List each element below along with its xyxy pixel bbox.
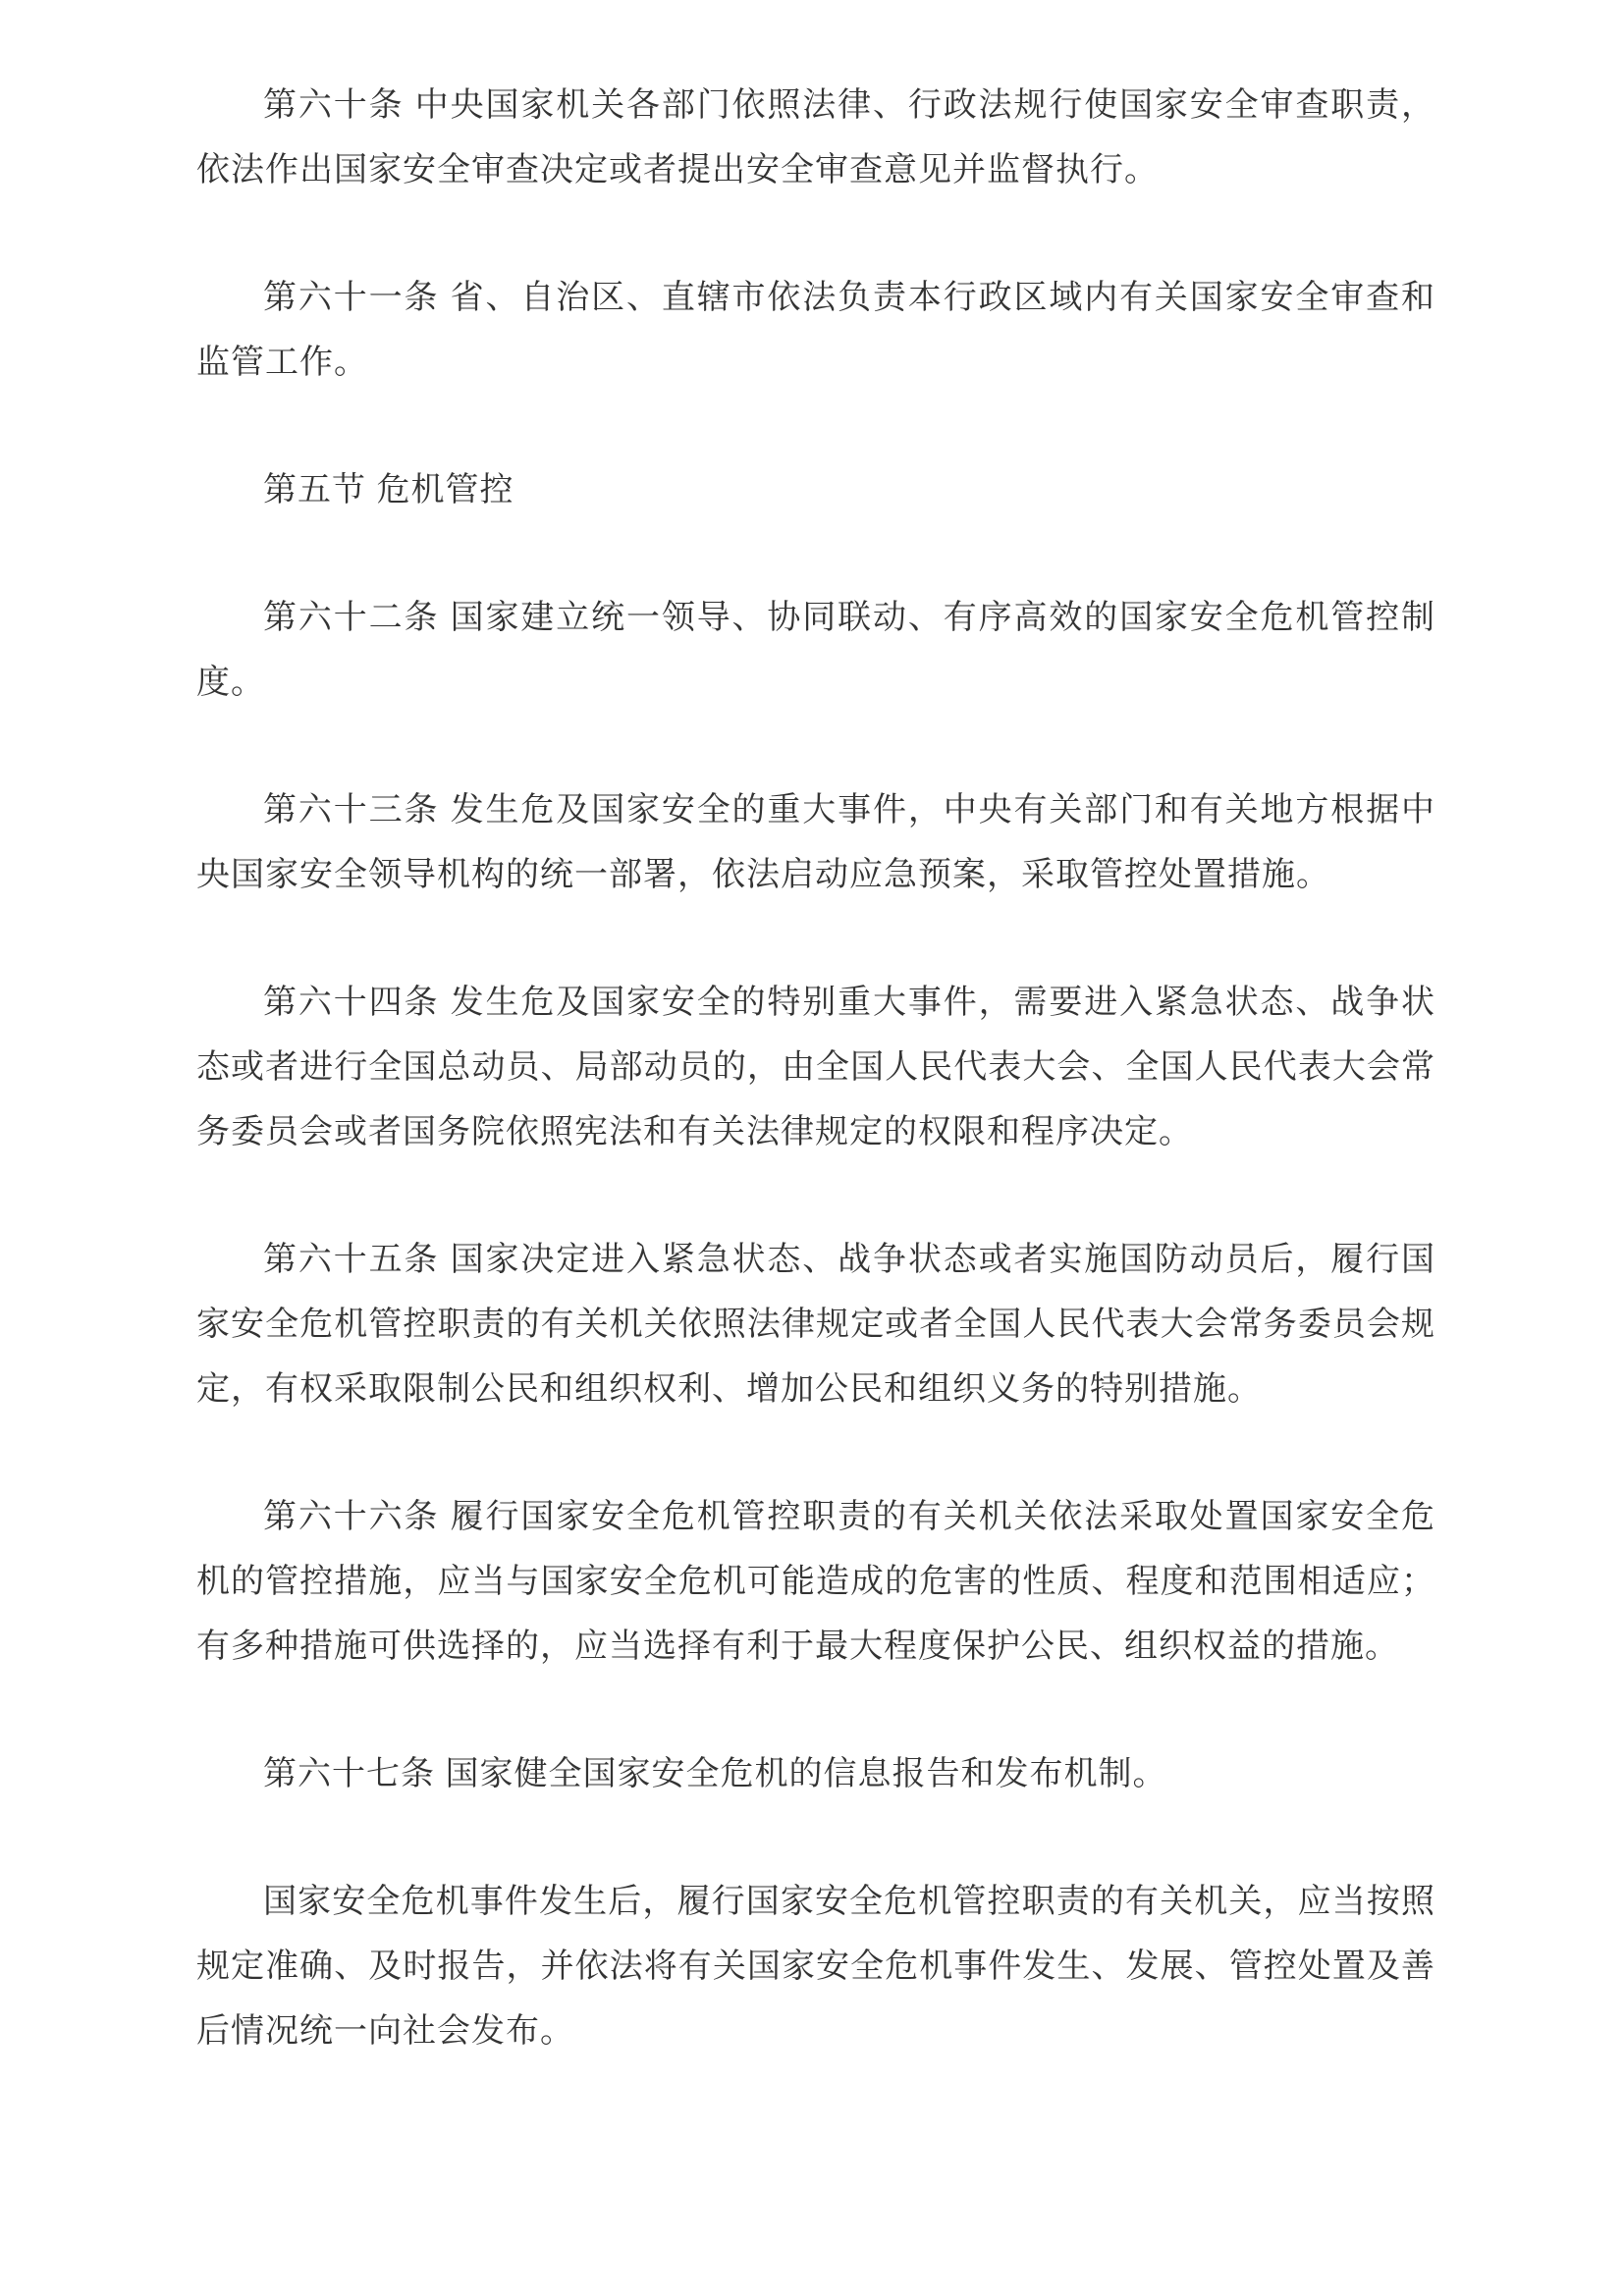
article-64-paragraph: 第六十四条 发生危及国家安全的特别重大事件，需要进入紧急状态、战争状态或者进行全国总动员、局部动员的，由全国人民代表大会、全国人民代表大会常务委员会或者国务院依照宪法和有关法律规定的权限和程序决定。 [196, 984, 1435, 1150]
article-67-paragraph: 第六十七条 国家健全国家安全危机的信息报告和发布机制。 [263, 1755, 1167, 1792]
article-62-paragraph: 第六十二条 国家建立统一领导、协同联动、有序高效的国家安全危机管控制度。 [196, 599, 1435, 701]
document-body [196, 73, 1435, 2126]
article-67-paragraph-2: 国家安全危机事件发生后，履行国家安全危机管控职责的有关机关，应当按照规定准确、及时报告，并依法将有关国家安全危机事件发生、发展、管控处置及善后情况统一向社会发布。 [196, 1883, 1435, 2050]
article-63-paragraph: 第六十三条 发生危及国家安全的重大事件，中央有关部门和有关地方根据中央国家安全领导机构的统一部署，依法启动应急预案，采取管控处置措施。 [196, 791, 1435, 893]
article-60-paragraph: 第六十条 中央国家机关各部门依照法律、行政法规行使国家安全审查职责，依法作出国家安全审查决定或者提出安全审查意见并监督执行。 [196, 86, 1435, 188]
section-5-header: 第五节 危机管控 [263, 471, 514, 508]
article-66-paragraph: 第六十六条 履行国家安全危机管控职责的有关机关依法采取处置国家安全危机的管控措施，应当与国家安全危机可能造成的危害的性质、程度和范围相适应；有多种措施可供选择的，应当选择有利于最大程度保护公民、组织权益的措施。 [196, 1498, 1435, 1665]
article-61-paragraph: 第六十一条 省、自治区、直辖市依法负责本行政区域内有关国家安全审查和监管工作。 [196, 279, 1435, 381]
article-65-paragraph: 第六十五条 国家决定进入紧急状态、战争状态或者实施国防动员后，履行国家安全危机管控职责的有关机关依照法律规定或者全国人民代表大会常务委员会规定，有权采取限制公民和组织权利、增加公民和组织义务的特别措施。 [196, 1241, 1435, 1408]
